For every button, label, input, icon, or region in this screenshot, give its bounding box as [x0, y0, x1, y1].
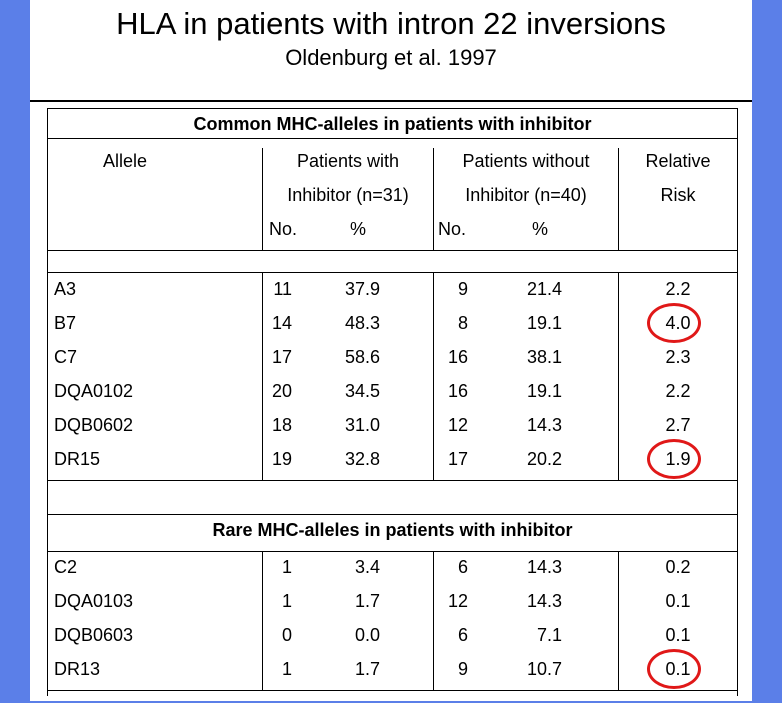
no-with-cell: 1 [281, 659, 292, 679]
no-without-cell: 12 [447, 415, 468, 435]
table-border-right [737, 108, 738, 696]
allele-cell: C7 [54, 347, 78, 367]
relative-risk-cell: 0.1 [665, 659, 691, 679]
relative-risk-cell: 2.7 [665, 415, 691, 435]
pct-without-cell: 19.1 [526, 381, 562, 401]
no-without-cell: 16 [447, 347, 468, 367]
col-divider-1-common [262, 272, 263, 480]
col-divider-2-rare [433, 551, 434, 690]
no-with-cell: 0 [281, 625, 292, 645]
slide [30, 0, 752, 701]
no-without-cell: 9 [457, 659, 468, 679]
slide-title: HLA in patients with intron 22 inversions [116, 6, 666, 41]
highlight-circle [647, 303, 701, 343]
header-no-with: No. [269, 219, 298, 239]
common-alleles-heading: Common MHC-alleles in patients with inhibitor [193, 114, 592, 134]
common-rows-top-rule [47, 272, 738, 273]
header-without-line2: Inhibitor (n=40) [465, 185, 587, 205]
no-without-cell: 8 [457, 313, 468, 333]
allele-cell: A3 [54, 279, 77, 299]
pct-with-cell: 31.0 [344, 415, 380, 435]
no-without-cell: 12 [447, 591, 468, 611]
header-allele: Allele [102, 151, 148, 171]
header-bottom-rule [47, 250, 738, 251]
pct-with-cell: 0.0 [354, 625, 380, 645]
header-relative-risk-line1: Relative [645, 151, 711, 171]
table-border-left [47, 108, 48, 696]
allele-cell: DR13 [54, 659, 101, 679]
header-no-without: No. [438, 219, 467, 239]
no-with-cell: 20 [271, 381, 292, 401]
no-with-cell: 14 [271, 313, 292, 333]
pct-with-cell: 32.8 [344, 449, 380, 469]
allele-cell: B7 [54, 313, 77, 333]
highlight-circle [647, 649, 701, 689]
allele-cell: DR15 [54, 449, 101, 469]
common-rows-bottom-rule [47, 480, 738, 481]
relative-risk-cell: 0.2 [665, 557, 691, 577]
no-without-cell: 9 [457, 279, 468, 299]
header-without-line1: Patients without [462, 151, 590, 171]
pct-with-cell: 3.4 [354, 557, 380, 577]
no-without-cell: 6 [457, 625, 468, 645]
no-with-cell: 18 [271, 415, 292, 435]
relative-risk-cell: 2.2 [665, 279, 691, 299]
pct-without-cell: 7.1 [536, 625, 562, 645]
no-without-cell: 6 [457, 557, 468, 577]
pct-without-cell: 20.2 [526, 449, 562, 469]
relative-risk-cell: 0.1 [665, 591, 691, 611]
pct-with-cell: 37.9 [344, 279, 380, 299]
rare-alleles-heading: Rare MHC-alleles in patients with inhibitor [212, 520, 573, 540]
no-with-cell: 1 [281, 557, 292, 577]
col-divider-1-rare [262, 551, 263, 690]
allele-cell: DQA0102 [54, 381, 134, 401]
highlight-circle [647, 439, 701, 479]
pct-with-cell: 1.7 [354, 659, 380, 679]
pct-without-cell: 38.1 [526, 347, 562, 367]
pct-without-cell: 21.4 [526, 279, 562, 299]
pct-with-cell: 58.6 [344, 347, 380, 367]
pct-with-cell: 34.5 [344, 381, 380, 401]
allele-cell: DQA0103 [54, 591, 134, 611]
no-with-cell: 11 [273, 279, 292, 299]
header-with-line2: Inhibitor (n=31) [287, 185, 409, 205]
relative-risk-cell: 2.3 [665, 347, 691, 367]
relative-risk-cell: 0.1 [665, 625, 691, 645]
no-without-cell: 16 [447, 381, 468, 401]
header-relative-risk-line2: Risk [660, 185, 696, 205]
no-with-cell: 19 [271, 449, 292, 469]
pct-with-cell: 1.7 [354, 591, 380, 611]
allele-cell: C2 [54, 557, 78, 577]
rare-heading-top-rule [47, 514, 738, 515]
allele-cell: DQB0602 [54, 415, 134, 435]
no-with-cell: 1 [281, 591, 292, 611]
common-heading-rule [47, 138, 738, 139]
pct-without-cell: 14.3 [526, 557, 562, 577]
header-pct-without: % [532, 219, 549, 239]
slide-subtitle: Oldenburg et al. 1997 [285, 45, 497, 70]
relative-risk-cell: 1.9 [665, 449, 691, 469]
no-without-cell: 17 [447, 449, 468, 469]
col-divider-2-common [433, 272, 434, 480]
relative-risk-cell: 2.2 [665, 381, 691, 401]
pct-without-cell: 19.1 [526, 313, 562, 333]
hla-table [30, 100, 752, 703]
pct-without-cell: 14.3 [526, 415, 562, 435]
pct-without-cell: 14.3 [526, 591, 562, 611]
table-border-bottom [47, 690, 738, 691]
header-with-line1: Patients with [296, 151, 400, 171]
pct-with-cell: 48.3 [344, 313, 380, 333]
table-border-top [47, 108, 738, 109]
rare-heading-bottom-rule [47, 551, 738, 552]
no-with-cell: 17 [271, 347, 292, 367]
relative-risk-cell: 4.0 [665, 313, 691, 333]
pct-without-cell: 10.7 [526, 659, 562, 679]
allele-cell: DQB0603 [54, 625, 134, 645]
header-pct-with: % [350, 219, 367, 239]
